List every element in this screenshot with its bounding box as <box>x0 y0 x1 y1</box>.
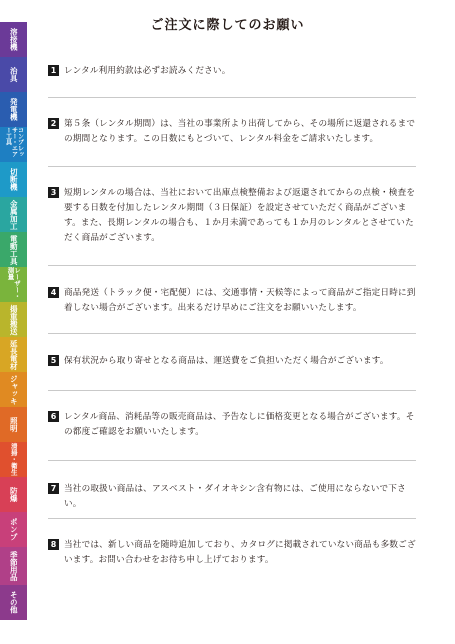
item-text: 当社の取扱い商品は、アスベスト・ダイオキシン含有物には、ご使用にならないで下さい。 <box>64 484 406 509</box>
item-text: 商品発送（トラック便・宅配便）には、交通事情・天候等によって商品がご指定日時に到着しない場合がございます。出来るだけ早めにご注文をお願いいたします。 <box>64 288 416 313</box>
sidebar-tab-label: レーザー・測量 <box>6 267 21 300</box>
sidebar-tab-metalwork[interactable] <box>0 197 27 232</box>
sidebar-tab-label: 発電機 <box>9 98 19 121</box>
sidebar-tab-compressor[interactable] <box>0 127 27 162</box>
category-sidebar <box>0 22 27 620</box>
sidebar-tab-cutter[interactable] <box>0 162 27 197</box>
notice-item <box>48 410 416 440</box>
sidebar-tab-extension[interactable] <box>0 337 27 372</box>
sidebar-tab-label: 季節用品 <box>9 551 19 581</box>
notice-item <box>48 354 416 369</box>
sidebar-tab-label: 電動工具 <box>9 234 19 265</box>
item-text: 当社では、新しい商品を随時追加しており、カタログに掲載されていない商品も多数ございます。お問い合わせをお待ち申し上げております。 <box>64 540 416 565</box>
item-number: 2 <box>48 118 59 129</box>
sidebar-tab-label: 清掃・衛生 <box>9 443 18 476</box>
divider <box>48 518 416 519</box>
notice-item <box>48 482 416 512</box>
item-number: 1 <box>48 65 59 76</box>
sidebar-tab-label: 治具 <box>9 67 19 82</box>
sidebar-tab-label: 延長電材 <box>9 339 19 370</box>
sidebar-tab-generator[interactable] <box>0 92 27 127</box>
sidebar-tab-lighting[interactable] <box>0 407 27 442</box>
divider <box>48 265 416 266</box>
sidebar-tab-label: 揚重搬送 <box>9 304 19 335</box>
sidebar-tab-laser[interactable] <box>0 267 27 302</box>
item-number: 5 <box>48 355 59 366</box>
item-text: 保有状況から取り寄せとなる商品は、運送費をご負担いただく場合がございます。 <box>64 356 389 366</box>
divider <box>48 166 416 167</box>
sidebar-tab-jig[interactable] <box>0 57 27 92</box>
sidebar-tab-other[interactable] <box>0 585 27 620</box>
divider <box>48 390 416 391</box>
notice-item <box>48 538 416 568</box>
sidebar-tab-label: その他 <box>9 591 19 614</box>
page-title: ご注文に際してのお願い <box>150 18 305 33</box>
sidebar-tab-label: 金属加工 <box>9 199 19 230</box>
sidebar-tab-label: 照明 <box>9 417 19 432</box>
sidebar-tab-pump[interactable] <box>0 512 27 547</box>
sidebar-tab-lifting[interactable] <box>0 302 27 337</box>
item-text: 短期レンタルの場合は、当社において出庫点検整備および返還されてからの点検・検査を要する日数を付加したレンタル期間（３日保証）を設定させていただく商品がございます。また、長期レンタルの場合も、１か月未満であっても１か月のレンタルとさせていただく商品がございます。 <box>64 188 416 243</box>
item-number: 7 <box>48 483 59 494</box>
sidebar-tab-label: ジャッキ <box>9 374 19 405</box>
divider <box>48 460 416 461</box>
notice-item <box>48 286 416 316</box>
sidebar-tab-jack[interactable] <box>0 372 27 407</box>
sidebar-tab-cleaning[interactable] <box>0 442 27 477</box>
item-number: 8 <box>48 539 59 550</box>
notice-item <box>48 117 416 147</box>
sidebar-tab-power-tools[interactable] <box>0 232 27 267</box>
sidebar-tab-explosion-proof[interactable] <box>0 477 27 512</box>
sidebar-tab-label: ポンプ <box>9 518 19 541</box>
item-number: 3 <box>48 187 59 198</box>
sidebar-tab-seasonal[interactable] <box>0 547 27 585</box>
divider <box>48 333 416 334</box>
item-text: レンタル利用約款は必ずお読みください。 <box>64 66 231 76</box>
item-number: 6 <box>48 411 59 422</box>
notice-item <box>48 186 416 246</box>
divider <box>48 97 416 98</box>
notice-item <box>48 64 416 79</box>
sidebar-tab-label: 切断機 <box>9 168 19 191</box>
sidebar-tab-label: 防爆 <box>9 487 19 502</box>
item-text: レンタル商品、消耗品等の販売商品は、予告なしに価格変更となる場合がございます。その都度ご確認をお願いいたします。 <box>64 412 415 437</box>
sidebar-tab-label: 溶接機 <box>9 28 19 51</box>
sidebar-tab-label: コンプレッサー・エアー工具 <box>4 127 24 157</box>
item-text: 第５条（レンタル期間）は、当社の事業所より出荷してから、その場所に返還されるまでの期間となります。この日数にもとづいて、レンタル料金をご請求いたします。 <box>64 119 416 144</box>
item-number: 4 <box>48 287 59 298</box>
